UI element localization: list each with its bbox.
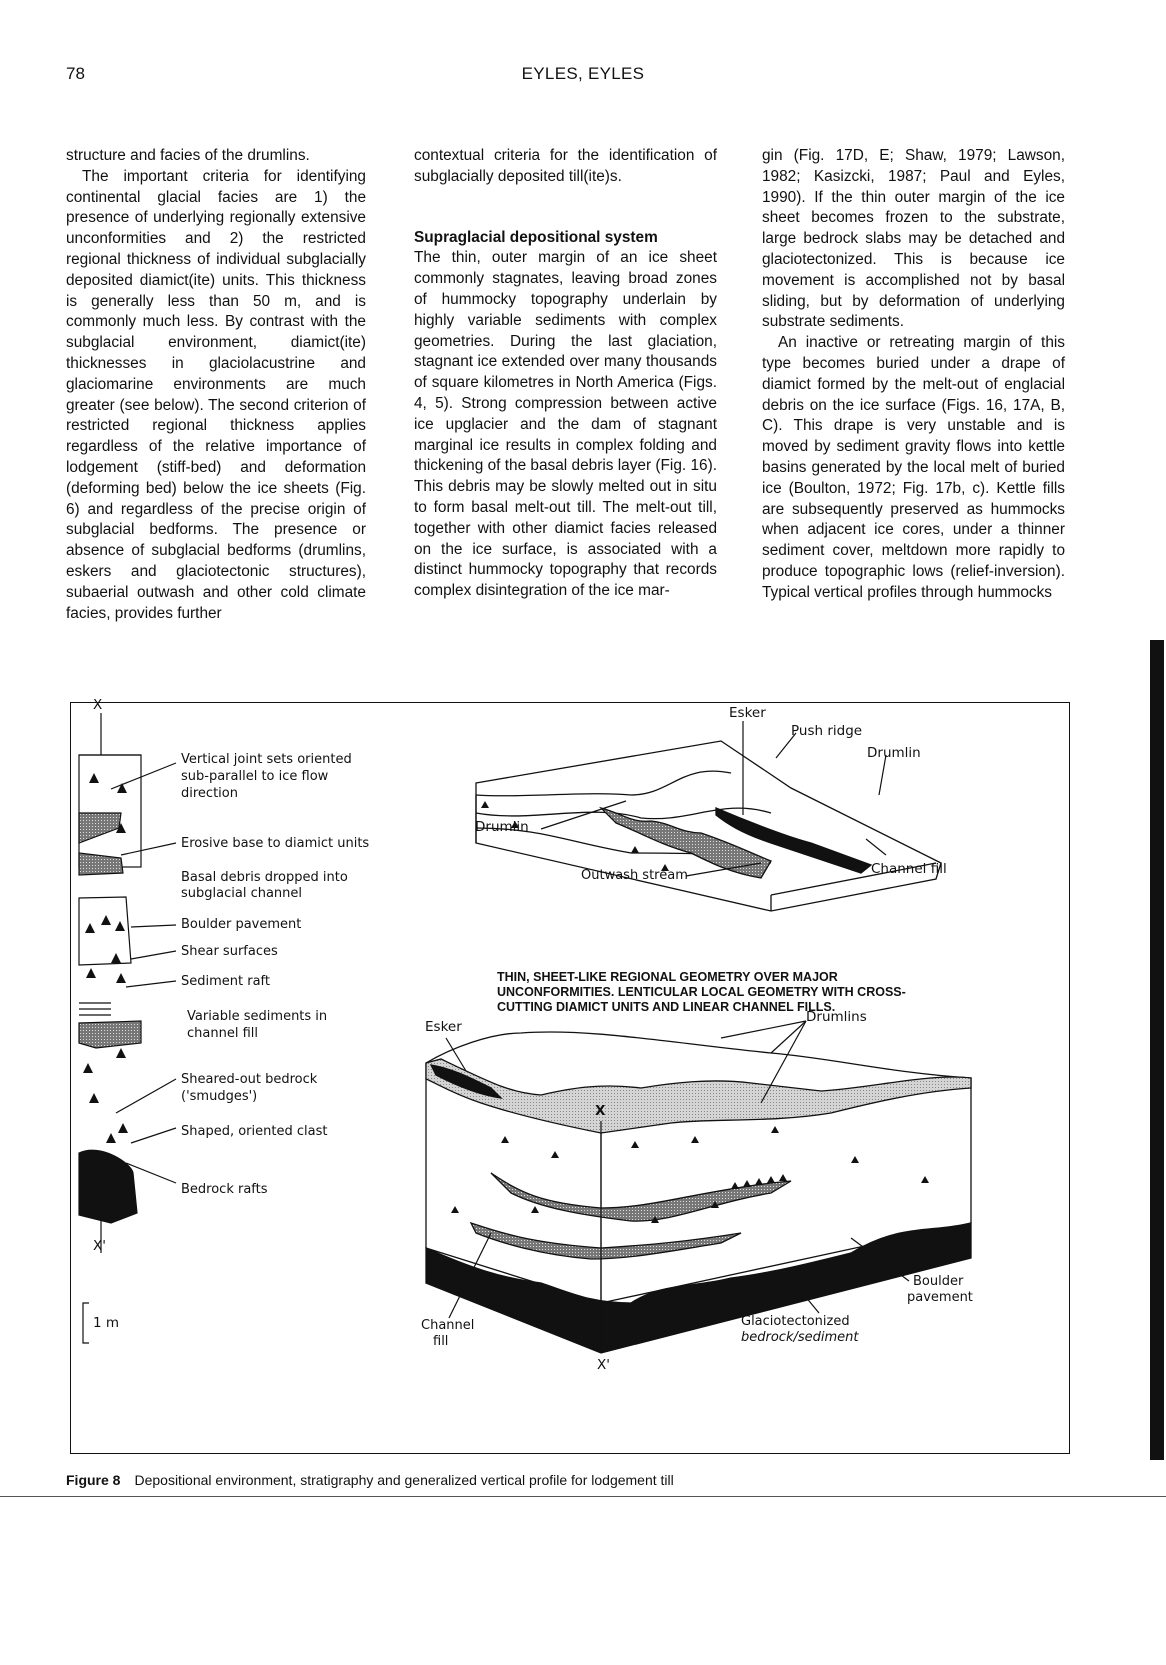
x-marker-lower: X [595, 1103, 606, 1119]
page-number: 78 [66, 64, 85, 83]
text-column-1 [66, 146, 366, 624]
paragraph: The important criteria for identifying continental glacial facies are 1) the presence of underlying regionally extensive unconformities and 2) the restricted regional thickness of individual subglacially deposited diamict(ite) units. This thickness is generally less than 50 m, and is commonly much less. By contrast with the subglacial environment, diamict(ite) thicknesses in glaciolacustrine and glaciomarine environments are much greater (see below). The second criterion of restricted regional thickness applies regardless of the relative importance of lodgement (stiff-bed) and deformation (deforming bed) below the ice sheets (Fig. 6) and regardless of the precise origin of subglacial bedforms. The presence or absence of subglacial bedforms (drumlins, eskers and glaciotectonic structures), subaerial outwash and other cold climate facies, provides further [66, 167, 366, 622]
channel-fill-label-lower: Channel [421, 1318, 475, 1333]
paragraph: An inactive or retreating margin of this type becomes buried under a drape of diamict formed by the melt-out of englacial debris on the ice surface (Figs. 16, 17A, B, C). This drape is very unstable and is moved by sediment gravity flows into kettle basins generated by the local melt of buried ice (Boulton, 1972; Fig. 17b, c). Kettle fills are subsequently preserved as hummocks when adjacent ice cores, under a thinner sediment cover, meltdown more rapidly to produce topographic lows (relief-inversion). Typical vertical profiles through hummocks [762, 334, 1065, 601]
upper-block-diagram [476, 741, 941, 911]
channel-fill-label-lower-2: fill [433, 1334, 449, 1349]
profile-bedrock-raft [79, 1150, 137, 1223]
profile-label: Basal debris dropped into [181, 870, 348, 885]
figure-label: Figure 8 [66, 1472, 121, 1488]
figure-caption [66, 1472, 674, 1488]
profile-label: sub-parallel to ice flow [181, 769, 329, 784]
scale-bar [83, 1303, 89, 1343]
glaciotectonized-label-2: bedrock/sediment [741, 1330, 859, 1345]
text-column-2 [414, 146, 717, 602]
profile-label: channel fill [187, 1026, 258, 1041]
profile-unit-top [79, 755, 141, 867]
drumlin-label-right: Drumlin [867, 745, 921, 761]
outwash-stream-label: Outwash stream [581, 868, 688, 883]
scale-bar-label: 1 m [93, 1315, 120, 1331]
profile-label: subglacial channel [181, 886, 303, 901]
profile-channel-fill [79, 1021, 141, 1048]
vertical-profile [79, 713, 141, 1343]
figure-caption-text: Depositional environment, stratigraphy and generalized vertical profile for lodgement till [134, 1472, 674, 1488]
drumlin-label-left: Drumlin [475, 819, 529, 835]
paragraph: gin (Fig. 17D, E; Shaw, 1979; Lawson, 1982; Kasizcki, 1987; Paul and Eyles, 1990). If the thin outer margin of the ice sheet becomes frozen to the substrate, large bedrock slabs may be detached and glaciotectonized. This is because ice movement is accomplished not by basal sliding, but by deformation of underlying substrate sediments. [762, 147, 1065, 331]
esker-label-lower: Esker [425, 1019, 462, 1035]
section-heading: Supraglacial depositional system [414, 228, 658, 246]
profile-label: Variable sediments in [187, 1009, 328, 1024]
profile-label: Boulder pavement [181, 917, 302, 932]
profile-label: Shaped, oriented clast [181, 1124, 328, 1139]
boulder-pavement-label: Boulder [913, 1274, 964, 1289]
profile-label: Sediment raft [181, 974, 271, 989]
paragraph: contextual criteria for the identification of subglacially deposited till(ite)s. [414, 147, 717, 185]
profile-label: Sheared-out bedrock [181, 1072, 318, 1087]
lower-block-diagram [426, 1032, 971, 1353]
scan-edge-line [0, 1496, 1166, 1497]
profile-label: Erosive base to diamict units [181, 836, 370, 851]
profile-label: Shear surfaces [181, 944, 278, 959]
profile-label: Bedrock rafts [181, 1182, 268, 1197]
esker-label: Esker [729, 705, 766, 721]
boulder-pavement-label-2: pavement [907, 1290, 973, 1305]
figure-8 [70, 697, 1070, 1454]
scan-edge-shadow [1150, 640, 1164, 1460]
paragraph: structure and facies of the drumlins. [66, 147, 310, 164]
text-column-3 [762, 146, 1065, 604]
drumlins-label: Drumlins [806, 1009, 867, 1025]
profile-label: direction [181, 786, 238, 801]
profile-label: Vertical joint sets oriented [181, 752, 352, 767]
x-prime-marker-lower: X' [597, 1357, 610, 1373]
channel-fill-label: Channel fill [871, 861, 947, 877]
profile-label: ('smudges') [181, 1089, 258, 1104]
profile-x-marker: X [93, 697, 103, 713]
geometry-note: THIN, SHEET-LIKE REGIONAL GEOMETRY OVER MAJOR UNCONFORMITIES. LENTICULAR LOCAL GEOMETRY WITH CROSS-CUTTING DIAMICT UNITS AND LINEAR CHANNEL FILLS. [497, 970, 906, 1014]
paragraph: The thin, outer margin of an ice sheet commonly stagnates, leaving broad zones of hummocky topography underlain by highly variable sediments with complex geometries. During the last glaciation, stagnant ice extended over many thousands of square kilometres in North America (Figs. 4, 5). Strong compression between active ice upglacier and the dam of stagnant marginal ice results in complex folding and thickening of the basal debris layer (Fig. 16). This debris may be slowly melted out in situ to form basal melt-out till. The melt-out till, together with other diamict facies released on the ice surface, is associated with a distinct hummocky topography that records complex disintegration of the ice mar- [414, 249, 717, 600]
running-head: EYLES, EYLES [521, 64, 645, 83]
glaciotectonized-label: Glaciotectonized [741, 1314, 850, 1329]
profile-x-prime-marker: X' [93, 1238, 106, 1254]
push-ridge-label: Push ridge [791, 723, 863, 739]
